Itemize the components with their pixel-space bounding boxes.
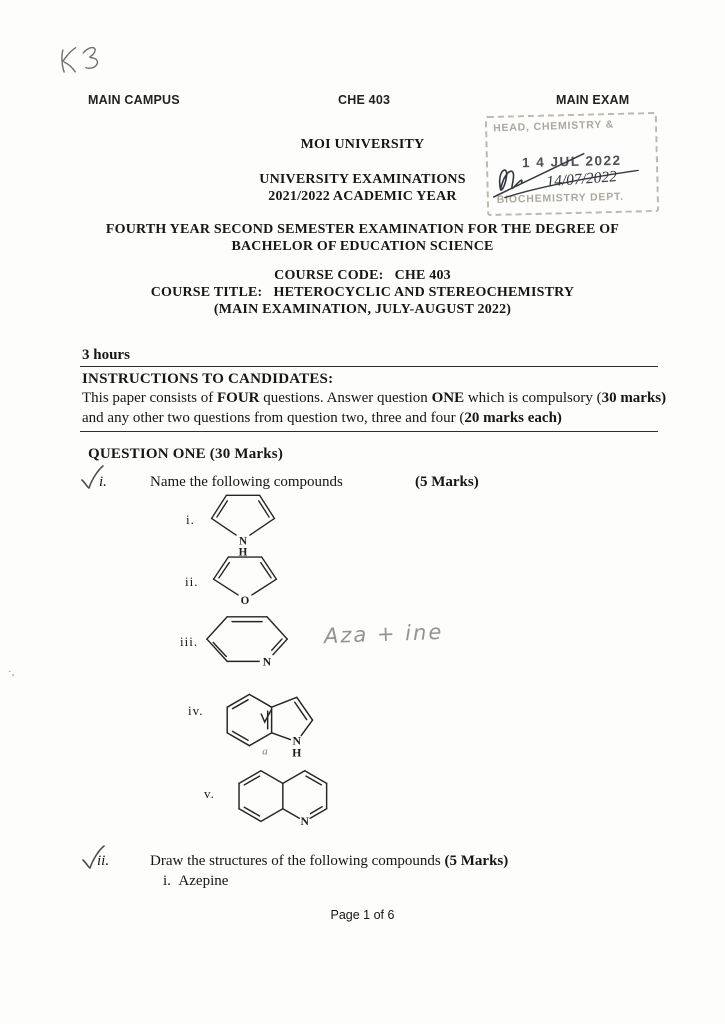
corner-scribble-icon [52,37,114,83]
heteroatom-label: N [292,733,302,748]
exam-duration: 3 hours [82,347,130,363]
part-ii-prompt: Draw the structures of the following compounds [150,853,445,869]
nh-hydrogen-label: H [238,546,248,559]
exam-session: (MAIN EXAMINATION, JULY-AUGUST 2022) [213,302,512,317]
instr-1c: questions. Answer question [259,390,432,406]
compound-label: i. [186,512,195,527]
degree-line-2: BACHELOR OF EDUCATION SCIENCE [231,239,494,254]
heteroatom-label: O [240,595,250,608]
part-i-numeral: i. [99,474,107,490]
header-exam-type: MAIN EXAM [556,93,630,107]
indole-structure [206,682,354,762]
stamp-handwritten-date: 14/07/2022 [545,168,618,191]
course-title-line [0,285,725,301]
course-code-label: COURSE CODE: [274,268,384,283]
part-i-marks: (5 Marks) [415,474,479,490]
stamp-dept-line1: HEAD, CHEMISTRY & [492,118,615,135]
instr-1d: ONE [431,390,465,406]
instr-1e: which is compulsory ( [464,390,602,406]
instr-2a: and any other two questions from question two, three and four ( [82,410,465,426]
heteroatom-label: N [238,535,248,548]
course-code-line [0,268,725,284]
exam-series-title: UNIVERSITY EXAMINATIONS [259,172,466,187]
course-title-label: COURSE TITLE: [150,285,263,300]
instr-1b: FOUR [216,390,260,406]
item-text: Azepine [178,873,229,889]
header-campus: MAIN CAMPUS [88,93,180,107]
instr-1f: 30 marks [601,390,662,406]
part-i-prompt: Name the following compounds [150,474,343,490]
handwritten-note: Aza + ine [323,619,444,649]
pyridine-structure [203,610,295,672]
part-ii-numeral: ii. [97,853,110,869]
instr-1a: This paper consists of [82,390,217,406]
heteroatom-label: N [300,814,309,828]
item-numeral: i. [163,873,171,889]
part-ii-item [163,873,228,890]
pencil-tick-icon [261,709,271,722]
nh-hydrogen-label: H [292,745,302,760]
quinoline-structure [222,760,368,836]
pencil-letter: a [262,745,268,758]
page-indicator: Page 1 of 6 [330,908,395,922]
part-ii-prompt-line [150,853,508,870]
compound-label: ii. [185,574,199,589]
furan-structure [208,550,282,614]
instructions-line-2 [82,410,562,427]
margin-speck: ·, [8,666,15,678]
instr-1g: ) [661,390,667,406]
divider-top [80,366,658,367]
instructions-heading: INSTRUCTIONS TO CANDIDATES: [82,371,334,387]
course-code-value: CHE 403 [394,268,451,283]
university-title: MOI UNIVERSITY [300,137,425,152]
part-ii-marks: (5 Marks) [444,853,509,869]
compound-label: iv. [188,703,204,718]
instr-2b: 20 marks each [464,410,557,426]
course-title-value: HETEROCYCLIC AND STEREOCHEMISTRY [273,285,575,300]
instr-2c: ) [556,410,562,426]
academic-year: 2021/2022 ACADEMIC YEAR [268,189,457,204]
stamp-dept-line2: BIOCHEMISTRY DEPT. [496,190,624,206]
question-one-heading: QUESTION ONE (30 Marks) [88,446,284,462]
instructions-line-1 [82,390,666,407]
stamp-date: 1 4 JUL 2022 [521,152,622,171]
header-course-code: CHE 403 [338,93,391,107]
compound-label: iii. [180,634,199,649]
degree-line-1: FOURTH YEAR SECOND SEMESTER EXAMINATION FOR THE DEGREE OF [105,222,620,237]
divider-bottom [80,431,658,432]
compound-label: v. [204,786,215,801]
heteroatom-label: N [262,655,272,669]
